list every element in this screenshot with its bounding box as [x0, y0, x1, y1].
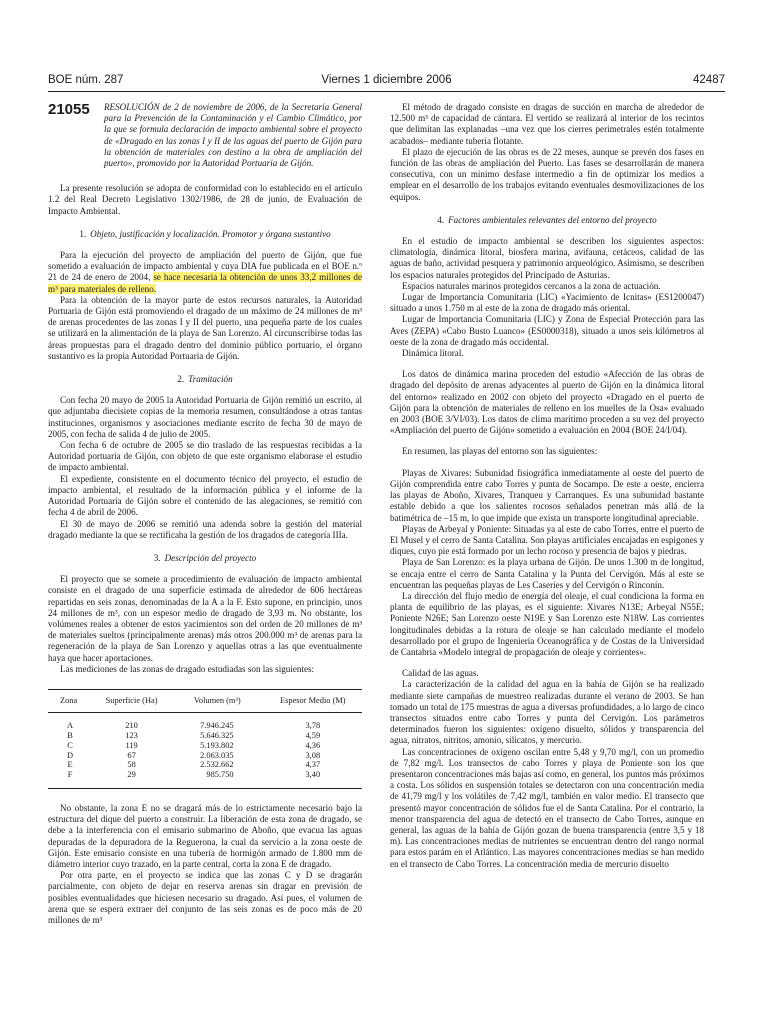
- body-paragraph: Dinámica litoral.: [402, 348, 464, 359]
- section-3-heading: [48, 553, 362, 564]
- dredging-zones-table: [48, 689, 362, 789]
- table-row: [48, 713, 362, 731]
- section-3-paragraph: Las mediciones de las zonas de dragado estudiadas son las siguientes:: [60, 663, 315, 674]
- section-1-heading: [48, 229, 362, 240]
- section-4-title: Factores ambientales relevantes del entorno del proyecto: [448, 214, 657, 225]
- body-paragraph: Lugar de Importancia Comunitaria (LIC) y Zona de Especial Protección para las Aves (ZEPA) «Cabo Busto Luanco» (ES0000318), situado a unos seis kilómetros al oeste de la zona de dragado más occidental.: [390, 314, 704, 347]
- table-cell: 3,40: [305, 770, 321, 780]
- body-paragraph: Espacios naturales marinos protegidos cercanos a la zona de actuación.: [402, 280, 661, 291]
- section-1-number: 1.: [79, 228, 87, 239]
- publication-date: Viernes 1 diciembre 2006: [321, 74, 452, 86]
- table-cell: 123: [125, 730, 138, 740]
- body-paragraph: El plazo de ejecución de las obras es de 22 meses, aunque se prevén dos fases en función de las obras de ampliación del Puerto. Las fases se desarrollarán de manera consecutiva, con un mínimo desfase intermedio a fin de optimizar los medios a emplear en el desarrollo de los trabajos evitando eventuales desmovilizaciones de los equipos.: [390, 146, 704, 202]
- table-cell: 7.946.245: [200, 721, 234, 731]
- table-header-cell: Zona: [60, 695, 78, 705]
- highlighted-text: se hace necesaria la obtención de unos 33,2 millones de m³ para materiales de relleno.: [48, 272, 362, 294]
- table-cell: C: [67, 740, 73, 750]
- resolution-title: RESOLUCIÓN de 2 de noviembre de 2006, de la Secretaría General para la Prevención de la Contaminación y el Cambio Climático, por la que se formula declaración de impacto ambiental sobre el proyecto de «Dragado en las zonas I y II de las aguas del puerto de Gijón para la obtención de materiales con destino a la obra de ampliación del puerto», promovido por la Autoridad Portuaria de Gijón.: [104, 102, 362, 169]
- table-row: [48, 741, 362, 751]
- table-cell: 985.750: [206, 770, 234, 780]
- intro-paragraph: La presente resolución se adopta de conformidad con lo establecido en el artículo 1.2 del Real Decreto Legislativo 1302/1986, de 28 de junio, de Evaluación de Impacto Ambiental.: [48, 183, 362, 216]
- table-cell: A: [67, 721, 74, 731]
- section-3-paragraph: No obstante, la zona E no se dragará más de lo estrictamente necesario bajo la estructura del dique del puerto a construir. La liberación de esta zona de dragado, se debe a la interferencia con el emisario submarino de Aboño, que evacua las aguas depuradas de la depuradora de la Reguerona, la cual da servicio a la zona oeste de Gijón. Este emisario consiste en una tubería de hormigón armado de 1.800 mm de diámetro interior cuyo trazado, en la parte central, corta la zona E de dragado.: [48, 802, 362, 869]
- table-header-cell: Superficie (Ha): [105, 695, 158, 705]
- section-3-paragraph: El proyecto que se somete a procedimiento de evaluación de impacto ambiental consiste en el dragado de una superficie estimada de alrededor de 606 hectáreas repartidas en seis zonas, denominadas de la A a la F. Esto supone, en principio, unos 24 millones de m³, con un espesor medio de dragado de 3,93 m. No obstante, los volúmenes reales a obtener de estos yacimientos son del orden de 20 millones de m³ de materiales sueltos (principalmente arenas) más otros 200.000 m³ de arenas para la regeneración de la playa de San Lorenzo y aquellas otras a las que eventualmente haya que hacer aportaciones.: [48, 574, 362, 663]
- body-paragraph: Los datos de dinámica marina proceden del estudio «Afección de las obras de dragado del depósito de arenas adyacentes al puerto de Gijón en la dinámica litoral del entorno» realizado en 2002 con objeto del proyecto «Dragado en el puerto de Gijón para la obtención de materiales de relleno en los muelles de la Osa» evaluado en 2003 (BOE 3/VI/03). Los datos de clima marítimo proceden a su vez del proyecto «Ampliación del puerto de Gijón» sometido a evaluación en 2004 (BOE 24/I/04).: [390, 369, 704, 436]
- body-paragraph: En el estudio de impacto ambiental se describen los siguientes aspectos: climatología, dinámica litoral, biosfera marina, avifauna, cetáceos, calidad de las aguas de baño, actividad pesquera y patrimonio arqueológico. Asimismo, se describen los espacios naturales protegidos del Principado de Asturias.: [390, 236, 704, 280]
- table-cell: D: [67, 750, 74, 760]
- table-cell: F: [67, 770, 73, 780]
- section-1-paragraph: [48, 250, 362, 295]
- table-cell: E: [67, 760, 73, 770]
- table-cell: 4,36: [305, 740, 321, 750]
- body-paragraph: Las concentraciones de oxígeno oscilan entre 5,48 y 9,70 mg/l, con un promedio de 7,82 mg/l. Los transectos de cabo Torres y playa de Poniente son los que presentaron concentraciones más bajas así como, en general, los puntos más próximos a costa. Los sólidos en suspensión totales se detectaron con una concentración media de 41,79 mg/l y los volátiles de 7,42 mg/l, también en valor medio. El transecto que presentó mayor concentración de sólidos fue el de Santa Catalina. Por el contrario, la menor transparencia del agua de detectó en el transecto de Cabo Torres, aunque en general, las aguas de la bahía de Gijón gozan de buena transparencia (entre 3,5 y 18 m). Las concentraciones medias de nutrientes se encuentran dentro del rango normal para estos parám en el Atlántico. Las mayores concentraciones medias se han medido en el transecto de Cabo Torres. La concentración media de mercurio disuelto: [390, 746, 704, 869]
- section-2-number: 2.: [177, 374, 185, 385]
- table-cell: 67: [127, 750, 136, 760]
- section-3-title: Descripción del proyecto: [164, 552, 257, 563]
- body-paragraph: En resumen, las playas del entorno son las siguientes:: [402, 446, 598, 457]
- section-1-paragraph: Para la obtención de la mayor parte de estos recursos naturales, la Autoridad Portuaria de Gijón está promoviendo el dragado de un máximo de 24 millones de m³ de arenas procedentes de las zonas I y II del puerto, una pequeña parte de los cuales se utilizará en la alimentación de la playa de San Lorenzo. Al circunscribirse todas las áreas propuestas para el dragado dentro del dominio público portuario, el órgano sustantivo es la propia Autoridad Portuaria de Gijón.: [48, 294, 362, 361]
- body-paragraph: La caracterización de la calidad del agua en la bahía de Gijón se ha realizado mediante siete campañas de muestreo realizadas durante el verano de 2003. Se han tomado un total de 175 muestras de agua a diversas profundidades, a lo largo de cinco transectos situados entre cabo Torres y punta del Cervigón. Los parámetros determinados fueron los siguientes: oxígeno disuelto, sólidos y transparencia del agua, nitratos, nitritos, amonio, silicatos, y mercurio.: [390, 679, 704, 746]
- section-1-title: Objeto, justificación y localización. Promotor y órgano sustantivo: [90, 228, 331, 239]
- table-cell: 119: [125, 740, 138, 750]
- table-cell: 2.532.662: [200, 760, 234, 770]
- page-header: [48, 74, 725, 90]
- table-header-cell: Volumen (m³): [193, 695, 241, 705]
- bulletin-number: BOE núm. 287: [48, 74, 124, 86]
- table-cell: 4,59: [305, 730, 321, 740]
- table-header-row: [48, 689, 362, 712]
- resolution-number: 21055: [48, 101, 90, 118]
- table-row: [48, 731, 362, 741]
- table-cell: 5.646.325: [200, 730, 234, 740]
- section-2-heading: [48, 374, 362, 385]
- section-2-paragraph: Con fecha 20 mayo de 2005 la Autoridad Portuaria de Gijón remitió un escrito, al que adjuntaba diecisiete copias de la memoria resumen, consultándose a otras tantas instituciones, organismos y asociaciones mediante escrito de fecha 30 de mayo de 2005, con fecha de salida 4 de julio de 2005.: [48, 395, 362, 439]
- table-cell: 2.063.035: [200, 750, 234, 760]
- resolution-block: [48, 102, 362, 169]
- table-header-cell: Espesor Medio (M): [280, 695, 346, 705]
- body-paragraph: Playa de San Lorenzo: es la playa urbana de Gijón. De unos 1.300 m de longitud, se encaja entre el cerro de Santa Catalina y la Punta del Cervigón. Más al este se encuentran las pequeñas playas de Les Caseríes y del Cervigón o Rinconín.: [390, 557, 704, 590]
- table-cell: B: [67, 730, 73, 740]
- table-cell: 3,08: [305, 750, 321, 760]
- section-3-number: 3.: [153, 552, 161, 563]
- section-4-number: 4.: [437, 214, 445, 225]
- section-4-heading: [390, 215, 704, 226]
- section-2-title: Tramitación: [188, 374, 233, 385]
- left-column: [48, 102, 362, 926]
- table-row: [48, 751, 362, 761]
- table-cell: 29: [127, 770, 136, 780]
- table-cell: 58: [127, 760, 136, 770]
- body-paragraph: Playas de Arbeyal y Poniente: Situadas ya al este de cabo Torres, entre el puerto de El Musel y el cerro de Santa Catalina. Son playas artificiales encajadas en espigones y diques, cuyo pie está formado por un lecho rocoso y presencia de bajos y piedras.: [390, 523, 704, 557]
- table-row: [48, 760, 362, 770]
- right-column: [390, 102, 704, 870]
- section-2-paragraph: El expediente, consistente en el documento técnico del proyecto, el estudio de impacto ambiental, el resultado de la información pública y el informe de la Autoridad Portuaria de Gijón sobre el contenido de las alegaciones, se remitió con fecha 4 de abril de 2006.: [48, 473, 362, 518]
- body-paragraph: Playas de Xivares: Subunidad fisiográfica inmediatamente al oeste del puerto de Gijón comprendida entre cabo Torres y punta de Socampo. De este a oeste, encierra las playas de Aboño, Xivares, Tranqueu y Carranques. Es una subunidad bastante estable debido a que los salientes rocosos señalados penetran más allá de la batimétrica de –15 m, lo que impide que exista un transporte longitudinal apreciable.: [390, 467, 704, 523]
- body-paragraph: Lugar de Importancia Comunitaria (LIC) «Yacimiento de Icnitas» (ES1200047) situado a unos 1.750 m al este de la zona de dragado más oriental.: [390, 292, 704, 314]
- body-paragraph: La dirección del flujo medio de energía del oleaje, el cual condiciona la forma en planta de equilibrio de las playas, es el siguiente: Xivares N13E; Arbeyal N55E; Poniente N26E; San Lorenzo oeste N19E y San Lorenzo este N18W. Las corrientes longitudinales debidas a la rotura de oleaje se han calculado mediante el modelo desarrollado por el grupo de Ingeniería Oceanográfica y de Costas de la Universidad de Cantabria «Modelo integral de propagación de oleaje y corrientes».: [390, 590, 704, 657]
- body-paragraph: Calidad de las aguas.: [402, 668, 479, 679]
- table-cell: 3,78: [305, 721, 321, 731]
- section-1-text: Para la ejecución del proyecto de ampliación del puerto de Gijón, que fue sometido a evaluación de impacto ambiental y cuya DIA fue publicada en el BOE n.º 21 de 24 de enero de 2004,: [48, 250, 362, 283]
- section-2-paragraph: El 30 de mayo de 2006 se remitió una adenda sobre la gestión del material dragado mediante la que se rectificaba la gestión de los dragados de categoría IIIa.: [48, 518, 362, 540]
- table-cell: 5.193.802: [200, 740, 234, 750]
- body-paragraph: El método de dragado consiste en dragas de succión en marcha de alrededor de 12.500 m³ de capacidad de cántara. El vertido se realizará al interior de los recintos que delimitan las explanadas –una vez que los cierres perimetrales estén totalmente acabados– mediante tubería flotante.: [390, 102, 704, 146]
- table-row: [48, 770, 362, 788]
- section-2-paragraph: Con fecha 6 de octubre de 2005 se dio traslado de las respuestas recibidas a la Autoridad portuaria de Gijón, con objeto de que este organismo elaborase el estudio de impacto ambiental.: [48, 440, 362, 473]
- section-3-paragraph: Por otra parte, en el proyecto se indica que las zonas C y D se dragarán parcialmente, con objeto de dejar en reserva arenas sin dragar en previsión de posibles eventualidades que hiciesen necesario su dragado. Así pues, el volumen de arena que se espera extraer del conjunto de las seis zonas es de poco más de 20 millones de m³: [48, 870, 362, 925]
- page-number: 42487: [693, 74, 725, 86]
- header-rule: [48, 91, 725, 92]
- table-cell: 210: [125, 721, 138, 731]
- table-cell: 4,37: [305, 760, 321, 770]
